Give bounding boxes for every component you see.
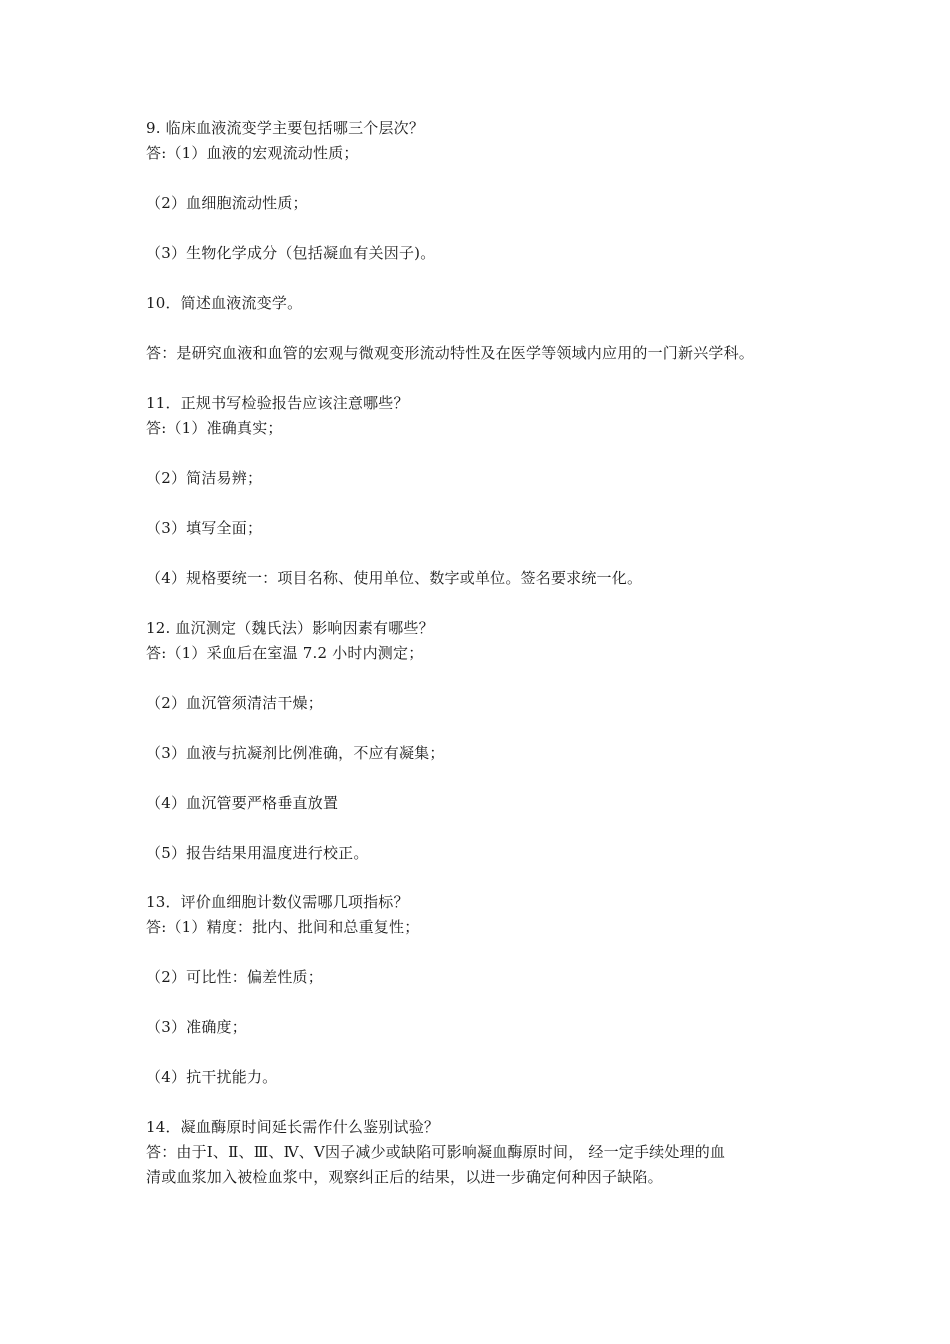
answer-9-item-2: （2）血细胞流动性质； [146,194,308,212]
answer-13-item-4: （4）抗干扰能力。 [146,1068,278,1086]
answer-12-item-3: （3）血液与抗凝剂比例准确，不应有凝集； [146,744,445,762]
answer-12-item-4: （4）血沉管要严格垂直放置 [146,794,339,812]
question-12: 12. 血沉测定（魏氏法）影响因素有哪些？ [146,619,434,637]
answer-14-line-2: 清或血浆加入被检血浆中，观察纠正后的结果，以进一步确定何种因子缺陷。 [146,1168,663,1186]
answer-11-item-3: （3）填写全面； [146,519,263,537]
answer-13-item-3: （3）准确度； [146,1018,247,1036]
answer-13-item-2: （2）可比性：偏差性质； [146,968,323,986]
answer-11-item-2: （2）简洁易辨； [146,469,263,487]
question-13: 13．评价血细胞计数仪需哪几项指标？ [146,893,409,911]
answer-11-item-1: 答:（1）准确真实； [146,419,283,437]
question-10: 10．简述血液流变学。 [146,294,303,312]
answer-11-item-4: （4）规格要统一：项目名称、使用单位、数字或单位。签名要求统一化。 [146,569,643,587]
answer-12-item-5: （5）报告结果用温度进行校正。 [146,844,369,862]
answer-9-item-3: （3）生物化学成分（包括凝血有关因子)。 [146,244,436,262]
answer-9-item-1: 答:（1）血液的宏观流动性质； [146,144,359,162]
question-14: 14．凝血酶原时间延长需作什么鉴别试验？ [146,1118,440,1136]
answer-14-line-1: 答：由于Ⅰ、Ⅱ、Ⅲ、Ⅳ、Ⅴ因子减少或缺陷可影响凝血酶原时间， 经一定手续处理的血 [146,1143,726,1161]
answer-13-item-1: 答:（1）精度：批内、批间和总重复性； [146,918,420,936]
answer-12-item-2: （2）血沉管须清洁干燥； [146,694,323,712]
question-9: 9. 临床血液流变学主要包括哪三个层次？ [146,119,425,137]
answer-12-item-1: 答:（1）采血后在室温 7.2 小时内测定； [146,644,424,662]
answer-10: 答：是研究血液和血管的宏观与微观变形流动特性及在医学等领域内应用的一门新兴学科。 [146,344,755,362]
question-11: 11．正规书写检验报告应该注意哪些？ [146,394,409,412]
